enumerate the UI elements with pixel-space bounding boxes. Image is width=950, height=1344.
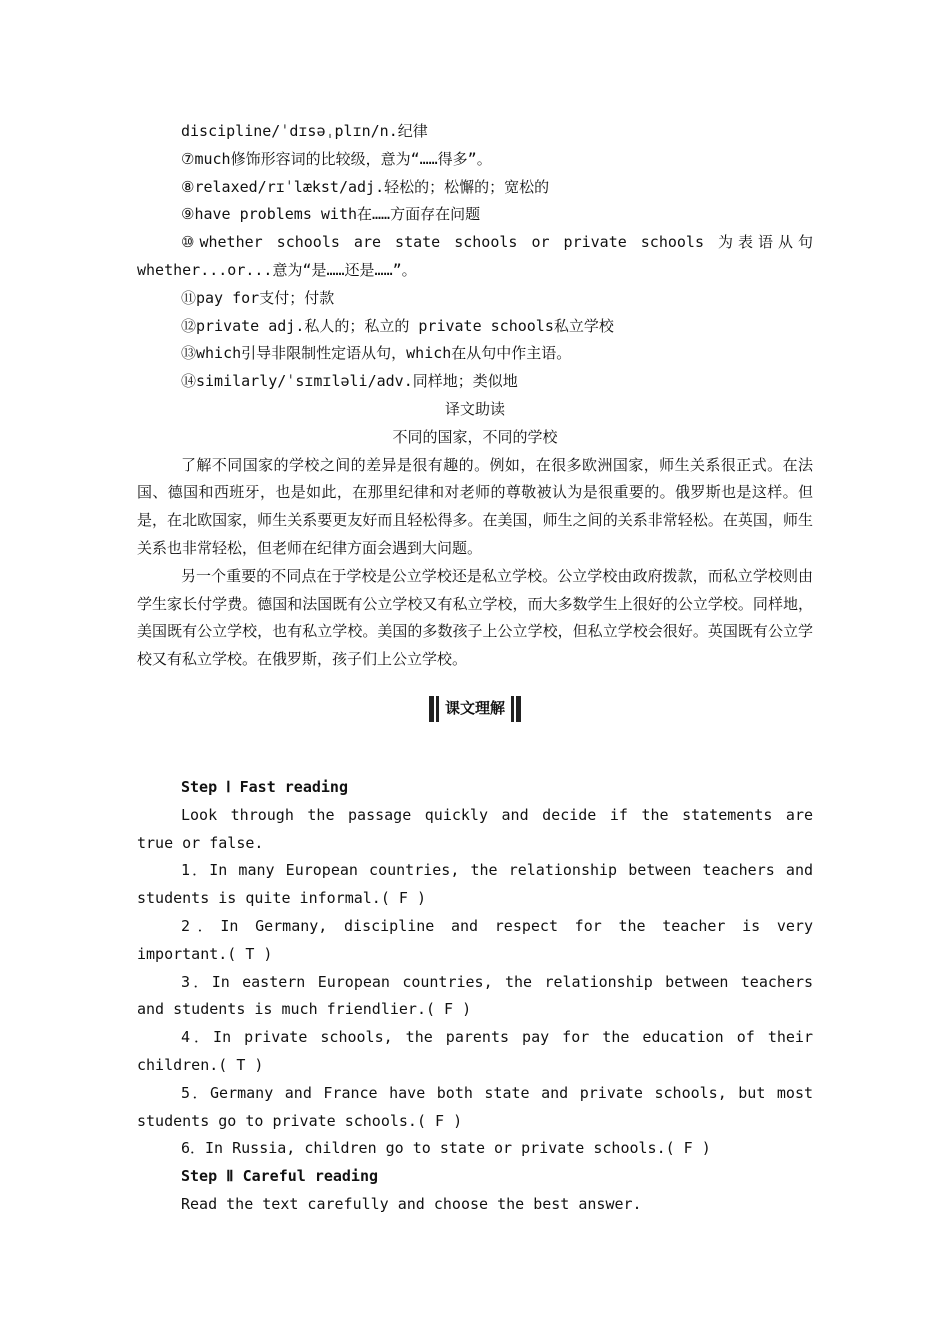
step1-title: Step Ⅰ Fast reading <box>181 777 348 796</box>
translation-heading: 译文助读 <box>444 399 505 418</box>
vocab-note-14: ⑭similarly/ˈsɪmɪləli/adv.同样地；类似地 <box>181 372 518 391</box>
vocab-note-12: ⑫private adj.私人的；私立的 private schools私立学校 <box>181 316 614 335</box>
statement-item: 3．In eastern European countries, the relationship between teachers and students is much friendlier.( F ) <box>137 972 813 1019</box>
vocab-note-10-line2: whether...or...意为“是……还是……”。 <box>137 260 417 279</box>
section-title: 课文理解 <box>444 699 505 718</box>
section-bar-right-icon <box>516 696 521 722</box>
vocab-note-10-line1: ⑩whether schools are state schools or private schools 为表语从句 <box>181 233 813 252</box>
statement-item: 4．In private schools, the parents pay for the education of their children.( T ) <box>137 1028 813 1074</box>
section-bar-right-thin-icon <box>511 696 514 722</box>
section-bar-left-thin-icon <box>436 696 439 722</box>
vocab-note-13: ⑬which引导非限制性定语从句，which在从句中作主语。 <box>181 344 572 363</box>
statement-item: 5．Germany and France have both state and private schools, but most students go to private schools.( F ) <box>137 1083 813 1130</box>
vocab-note-11: ⑪pay for支付；付款 <box>181 288 335 307</box>
vocab-discipline: discipline/ˈdɪsəˌplɪn/n.纪律 <box>181 122 428 140</box>
translation-title: 不同的国家，不同的学校 <box>392 427 558 446</box>
statement-item: 6．In Russia, children go to state or private schools.( F ) <box>181 1139 711 1158</box>
translation-paragraph-1: 了解不同国家的学校之间的差异是很有趣的。例如，在很多欧洲国家，师生关系很正式。在法国、德国和西班牙，也是如此，在那里纪律和对老师的尊敬被认为是很重要的。俄罗斯也是这样。但是，在北欧国家，师生关系要更友好而且轻松得多。在美国，师生之间的关系非常轻松。在英国，师生关系也非常轻松，但老师在纪律方面会遇到大问题。 <box>137 455 813 557</box>
section-header <box>137 694 813 724</box>
document-page <box>137 118 813 1219</box>
translation-paragraph-2: 另一个重要的不同点在于学校是公立学校还是私立学校。公立学校由政府拨款，而私立学校则由学生家长付学费。德国和法国既有公立学校又有私立学校，而大多数学生上很好的公立学校。同样地，美国既有公立学校，也有私立学校。美国的多数孩子上公立学校，但私立学校会很好。英国既有公立学校又有私立学校。在俄罗斯，孩子们上公立学校。 <box>137 566 813 669</box>
step2-instruction: Read the text carefully and choose the best answer. <box>181 1194 642 1213</box>
step2-title: Step Ⅱ Careful reading <box>181 1167 379 1186</box>
vocab-note-7: ⑦much修饰形容词的比较级，意为“……得多”。 <box>181 149 492 168</box>
section-bar-left-icon <box>429 696 434 722</box>
step1-instruction: Look through the passage quickly and decide if the statements are true or false. <box>137 805 813 852</box>
vocab-note-9: ⑨have problems with在……方面存在问题 <box>181 205 481 224</box>
statement-item: 2．In Germany, discipline and respect for the teacher is very important.( T ) <box>137 916 813 963</box>
vocab-note-8: ⑧relaxed/rɪˈlækst/adj.轻松的；松懈的；宽松的 <box>181 177 550 196</box>
statement-item: 1．In many European countries, the relationship between teachers and students is quite informal.( F ) <box>137 861 813 908</box>
